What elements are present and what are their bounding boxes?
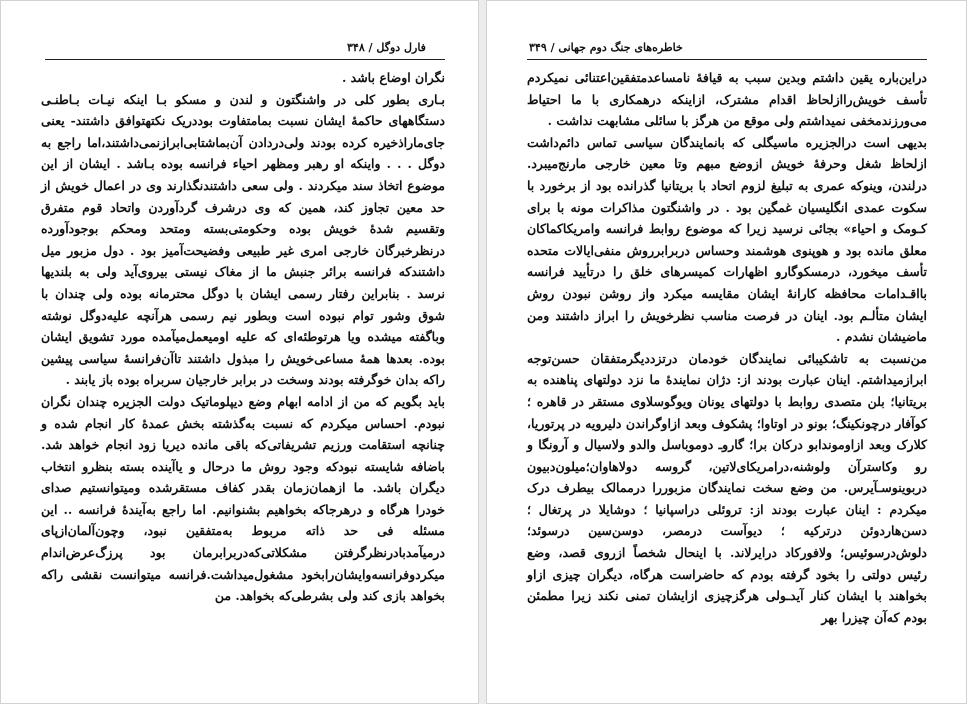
left-paragraph-2: بـاری بطور کلی در واشنگتون و لندن و مسکو بـا اینکه نیـات بـاطنـی دستگاههای حاکمهٔ ایشان نسبت بمامتفاوت بوددریک نکتهتوافق داشتند- یعنی جای‌ماراذخیره کرده بودند ولی‌دردادن آن‌بماشتابی‌ابرازنمی‌داشتند،اما راجع به دوگل . . . واینکه او رهبر ومظهر احیاء فرانسه بوده بـاشد . ایشان از این موضوع اتخاذ سند میکردند . ولی سعی داشتندنگذارند وی در اعمال خویش از حد معین تجاوز کند، همین که وی درشرف گردآوردن واتحاد قوم متفرق وتقسیم شدهٔ خویش بوده وحکومتی‌بسته ومتحد ومحکم بوجودآورده درنظرخبرگان خارجی امری غیر طبیعی وفضیحت‌آمیز بود . دول مزبور میل داشتند‌که فرانسه برائر جنبش ما از مغاک نیستی بیروی‌آید ولی به بلندیها نرسد . بنابراین رفتار رسمی ایشان با دوگل محترمانه بوده ولی چندان با شوق وشور توام نبوده است وبطور نیم رسمی هرآنچه علیه‌دوگل نوشته وباگفته میشده ویا هرتوطئه‌ای که علیه اومیعمل‌میآمده مورد تشویق ایشان بوده. بعدها همهٔ مساعی‌خویش را مبذول داشتند تاآن‌فرانسهٔ سیاسی پیشین راکه بدان خوگرفته بودند وسخت در برابر خارجیان سربراه بوده باز یابند . xyxy=(41,91,445,388)
right-running-head: خاطره‌های جنگ دوم جهانی / ۳۴۹ xyxy=(529,41,683,54)
right-paragraph-3: من‌نسبت به تاشکیبائی نمایندگان خودمان درتزددیگرمتفقان حسن‌توجه ابرازمیداشتم. اینان عبارت بودند از: دژان نمایندهٔ ما نزد دولتهای پناهنده به بریتانیا؛ بلن متصدی روابط با دولتهای یونان ویوگوسلاوی مستقر در قاهره ؛ کوآفار درچونکینگ؛ بونو در اوتاوا؛ پشکوف وبعد ازاوگراندن دلیرویه در پرتوریا، کلارک وبعد ازاوموندابو درکان برا؛ گاروـ دوموباسل والدو ولاسیال و آرونگا و رو وکاسترآن ولوشنه،درامریکای‌لاتین، گروسه دولاهاوان؛میلون‌دبیون دربوینوسـآیرس. من وضع سخت نمایندگان مزبوررا درممالک بیطرف درک میکردم : اینان عبارت بودند از: تروئلی دراسپانیا ؛ دوشایلا در پرتغال ؛ دسن‌هاردوئن درترکیه ؛ دیوآست درمصر، دوسن‌سین درسوئد؛ دلوش‌درسوئیس؛ ولافورکاد درایرلاند. با اینحال شخصاً ازروی قصد، وضع رئیس دولتی را بخود گرفته بودم که حاضراست هرگاه، دیگران چیزی ازاو بخواهند با ایشان کنار آید‌ـولی هرگزچیزی ازایشان تمنی نکند زیرا مطمئن بودم که‌آن چیزرا بهر xyxy=(527,350,927,625)
right-paragraph-2: بدیهی است درالجزیره ماسیگلی که بانمایندگان سیاسی تماس دائم‌داشت ازلحاظ شغل وحرفهٔ خویش ازوضع مبهم وتا معین خارجی مارنج‌میبرد. درلندن، وینوکه عمری به تبلیغ لزوم اتحاد با بریتانیا گذرانده بود از برخورد با سکوت عمدی انگلیسیان غمگین بود . در واشنگتون مذاکرات مونه با برای کـومک و احیاء» بجائی نرسید زیرا که موضوع روابط فرانسه وامریکاکماکان معلق مانده بود و هوپنوی هوشمند وحساس دربرابرروش منفی‌ایالات متحده تأسف میخورد، درمسکوگارو اظهارات کمیسرهای خلق را درتأیید فرانسه بااقـدامات محافظه کارانهٔ ایشان مقایسه میکرد واز روشن نبودن روش ایشان متألـم بود. اینان در فرصت مناسب نظرخویش را ابراز داشتند ومن ماضیشان نشدم . xyxy=(527,134,927,345)
left-page-body xyxy=(41,67,445,607)
left-header-rule xyxy=(45,59,445,60)
right-header-rule xyxy=(527,59,927,60)
right-page-body xyxy=(527,67,927,628)
left-paragraph-3: باید بگویم که من از ادامه ابهام وضع دیپلوماتیک دولت الجزیره چندان نگران نبودم. احساس میکردم که نسبت به‌گذشته بخش عمدهٔ کار انجام شده و چنانچه استقامت ورزیم تشریفاتی‌که باقی مانده دیریا زود انجام خواهد شد. باضافه شایسته نبودکه وجود روش ما درحال و یاآینده بسته بنظرو انتخاب دیگران باشد. ما ازهمان‌زمان بقدر کفاف مستقرشده ومیتوانستیم صدای خودرا هرگاه و درهرجاکه بخواهیم بشنوانیم. اما راجع به‌آیندهٔ فرانسه .. این مسئله فی حد ذاته مربوط به‌متفقین نبود، وچون‌آلمان‌ازپای درمیآمد‌بادرنظرگرفتن مشکلاتی‌که‌دربرابرمان بود پرزگ‌عرض‌اندام میکردوفرانسه‌وایشان‌رابخود مشغول‌میداشت.فرانسه میتوانست نقشی راکه بخواهد بازی کند ولی بشرطی‌که بخواهد. من xyxy=(41,393,445,604)
left-page xyxy=(0,0,479,704)
right-page xyxy=(486,0,967,704)
left-paragraph-1: نگران اوضاع باشد . xyxy=(341,70,445,85)
left-running-head: ۳۴۸ / فارل دوگل xyxy=(347,41,426,54)
right-paragraph-1: دراین‌باره یقین داشتم وبدین سبب به قیافهٔ نامساعدمتفقین‌اعتنائی نمیکردم تأسف خویش‌راازلحاظ اقدام مشترک، ازاینکه درهمکاری با ما احتیاط می‌ورزندمخفی نمیداشتم ولی موقع من هرگز با سائلی مشابهت نداشت . xyxy=(527,70,927,129)
